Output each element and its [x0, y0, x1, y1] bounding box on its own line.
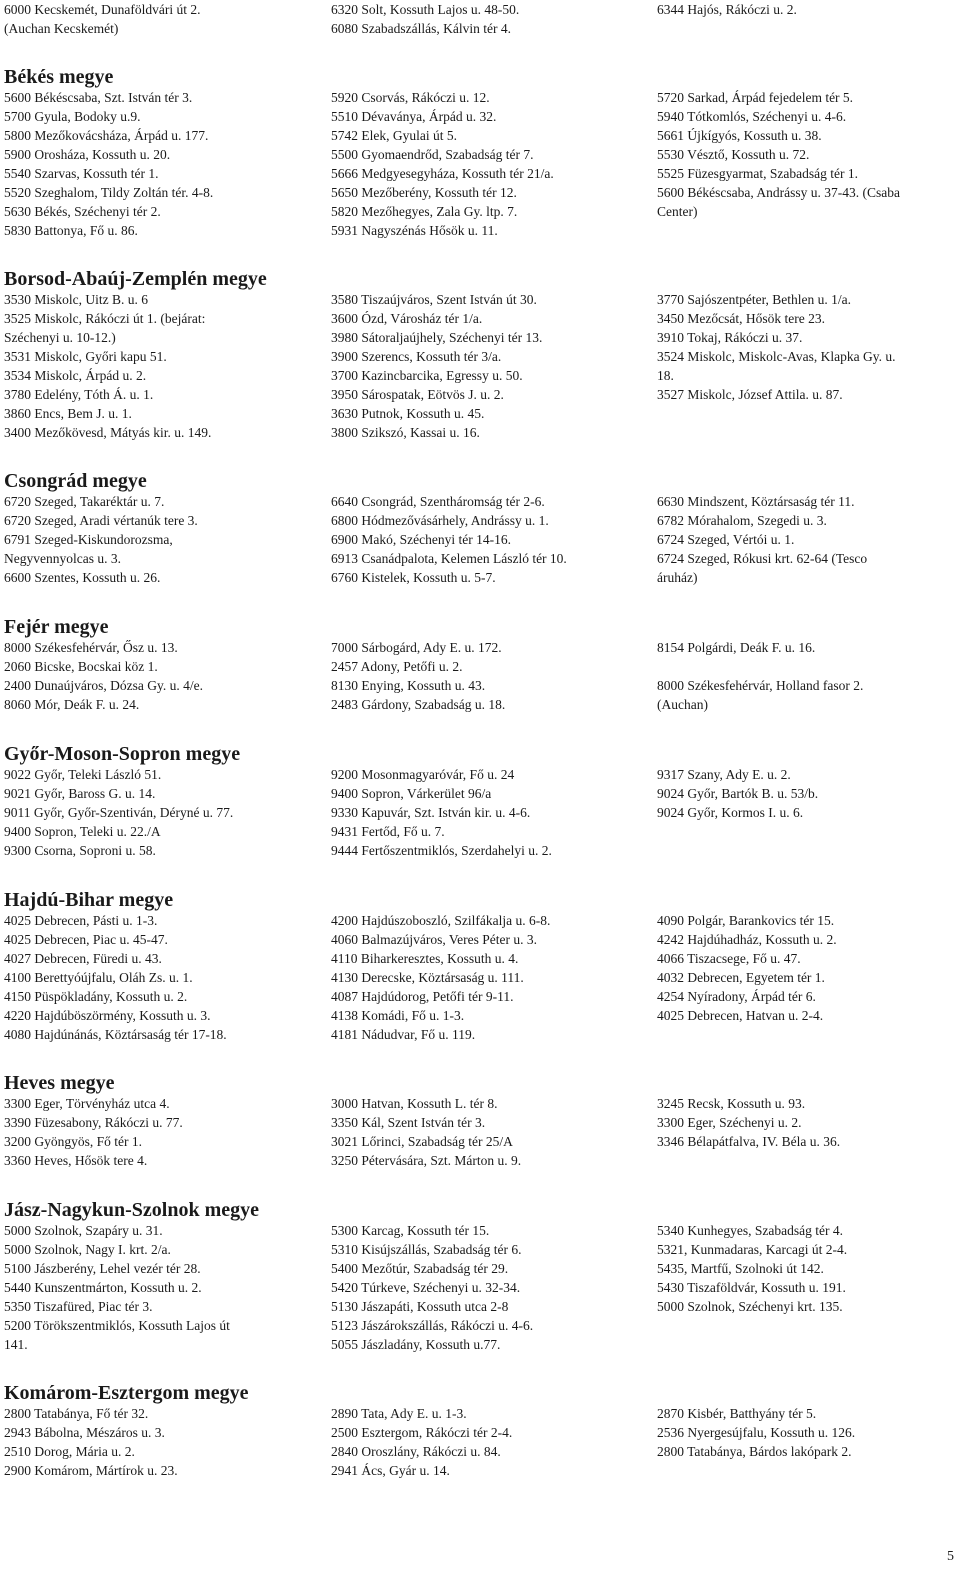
section-fejer — [4, 616, 956, 718]
address-line: 5321, Kunmadaras, Karcagi út 2-4. — [657, 1242, 848, 1257]
address-line: 5830 Battonya, Fő u. 86. — [4, 223, 138, 238]
address-line: 5820 Mezőhegyes, Zala Gy. ltp. 7. — [331, 204, 518, 219]
address-line: 3527 Miskolc, József Attila. u. 87. — [657, 387, 843, 402]
address-line: 5100 Jászberény, Lehel vezér tér 28. — [4, 1261, 201, 1276]
address-line: 3900 Szerencs, Kossuth tér 3/a. — [331, 349, 502, 364]
address-line: 5300 Karcag, Kossuth tér 15. — [331, 1223, 490, 1238]
column-2 — [331, 1404, 641, 1480]
address-line: 3300 Eger, Széchenyi u. 2. — [657, 1115, 802, 1130]
address-line: 5742 Elek, Gyulai út 5. — [331, 128, 457, 143]
address-line: 5000 Szolnok, Széchenyi krt. 135. — [657, 1299, 843, 1314]
address-line: 4025 Debrecen, Pásti u. 1-3. — [4, 913, 158, 928]
address-line: 5430 Tiszaföldvár, Kossuth u. 191. — [657, 1280, 846, 1295]
address-line: Negyvennyolcas u. 3. — [4, 551, 121, 566]
address-line: 5000 Szolnok, Nagy I. krt. 2/a. — [4, 1242, 171, 1257]
address-line: 2510 Dorog, Mária u. 2. — [4, 1444, 135, 1459]
section-csongrad — [4, 470, 956, 592]
address-line: 2870 Kisbér, Batthyány tér 5. — [657, 1406, 817, 1421]
address-line: 6344 Hajós, Rákóczi u. 2. — [657, 2, 797, 17]
address-line: 5931 Nagyszénás Hősök u. 11. — [331, 223, 498, 238]
address-line: 3980 Sátoraljaújhely, Széchenyi tér 13. — [331, 330, 543, 345]
column-3 — [657, 1404, 952, 1461]
county-heading: Fejér megye — [4, 616, 109, 638]
address-line: 6791 Szeged-Kiskundorozsma, — [4, 532, 173, 547]
address-line: Center) — [657, 204, 698, 219]
address-line: 5435, Martfű, Szolnoki út 142. — [657, 1261, 824, 1276]
section-columns — [4, 290, 956, 470]
address-line: 5600 Békéscsaba, Andrássy u. 37-43. (Csaba — [657, 185, 900, 200]
address-line: 5700 Gyula, Bodoky u.9. — [4, 109, 141, 124]
address-line: 3800 Szikszó, Kassai u. 16. — [331, 425, 480, 440]
section-hajdu-bihar — [4, 889, 956, 1051]
address-line: 2500 Esztergom, Rákóczi tér 2-4. — [331, 1425, 513, 1440]
column-2 — [331, 492, 641, 587]
column-2 — [331, 88, 641, 240]
address-line: 3860 Encs, Bem J. u. 1. — [4, 406, 132, 421]
address-line: 4110 Biharkeresztes, Kossuth u. 4. — [331, 951, 519, 966]
address-line: 5920 Csorvás, Rákóczi u. 12. — [331, 90, 490, 105]
address-line: 6760 Kistelek, Kossuth u. 5-7. — [331, 570, 496, 585]
address-line: (Auchan) — [657, 697, 708, 712]
section-columns — [4, 911, 956, 1051]
address-line: 3021 Lőrinci, Szabadság tér 25/A — [331, 1134, 513, 1149]
column-3 — [657, 88, 952, 221]
column-3 — [657, 638, 952, 714]
address-line: 9024 Győr, Bartók B. u. 53/b. — [657, 786, 819, 801]
address-line: 5310 Kisújszállás, Szabadság tér 6. — [331, 1242, 522, 1257]
section-columns — [4, 0, 956, 40]
column-1 — [4, 0, 264, 38]
address-line: 4200 Hajdúszoboszló, Szilfákalja u. 6-8. — [331, 913, 551, 928]
address-line: 9400 Sopron, Teleki u. 22./A — [4, 824, 161, 839]
address-line: 9431 Fertőd, Fő u. 7. — [331, 824, 445, 839]
address-line: 4220 Hajdúböszörmény, Kossuth u. 3. — [4, 1008, 211, 1023]
address-line: 9300 Csorna, Soproni u. 58. — [4, 843, 156, 858]
county-heading: Győr-Moson-Sopron megye — [4, 743, 241, 765]
section-columns — [4, 638, 956, 718]
address-line: 2941 Ács, Gyár u. 14. — [331, 1463, 450, 1478]
address-line: 5510 Dévaványa, Árpád u. 32. — [331, 109, 497, 124]
section-columns — [4, 1221, 956, 1361]
address-line: 9022 Győr, Teleki László 51. — [4, 767, 162, 782]
address-line: 3245 Recsk, Kossuth u. 93. — [657, 1096, 806, 1111]
address-line: 2943 Bábolna, Mészáros u. 3. — [4, 1425, 165, 1440]
address-line: 9021 Győr, Baross G. u. 14. — [4, 786, 156, 801]
address-line: 4025 Debrecen, Piac u. 45-47. — [4, 932, 168, 947]
address-line: 2800 Tatabánya, Bárdos lakópark 2. — [657, 1444, 852, 1459]
county-heading: Borsod-Abaúj-Zemplén megye — [4, 268, 267, 290]
address-line: 4150 Püspökladány, Kossuth u. 2. — [4, 989, 188, 1004]
address-line: 5000 Szolnok, Szapáry u. 31. — [4, 1223, 163, 1238]
address-line: 4242 Hajdúhadház, Kossuth u. 2. — [657, 932, 837, 947]
address-line: 5520 Szeghalom, Tildy Zoltán tér. 4-8. — [4, 185, 214, 200]
address-line: 2800 Tatabánya, Fő tér 32. — [4, 1406, 149, 1421]
address-line: 2536 Nyergesújfalu, Kossuth u. 126. — [657, 1425, 856, 1440]
section-borsod — [4, 268, 956, 470]
address-line: 6800 Hódmezővásárhely, Andrássy u. 1. — [331, 513, 549, 528]
address-line: 4138 Komádi, Fő u. 1-3. — [331, 1008, 465, 1023]
address-line: 5350 Tiszafüred, Piac tér 3. — [4, 1299, 153, 1314]
column-3 — [657, 911, 952, 1025]
address-line: 5650 Mezőberény, Kossuth tér 12. — [331, 185, 517, 200]
address-line: 3950 Sárospatak, Eötvös J. u. 2. — [331, 387, 504, 402]
address-line: 3600 Ózd, Városház tér 1/a. — [331, 311, 483, 326]
address-line: 3531 Miskolc, Győri kapu 51. — [4, 349, 167, 364]
address-line: 3630 Putnok, Kossuth u. 45. — [331, 406, 485, 421]
section-columns — [4, 765, 956, 865]
column-3 — [657, 0, 952, 19]
section-heves — [4, 1072, 956, 1174]
address-line: 5530 Vésztő, Kossuth u. 72. — [657, 147, 810, 162]
column-1 — [4, 1404, 264, 1480]
column-3 — [657, 1221, 952, 1316]
address-line: 5720 Sarkad, Árpád fejedelem tér 5. — [657, 90, 854, 105]
address-line: 3534 Miskolc, Árpád u. 2. — [4, 368, 147, 383]
address-line: 5130 Jászapáti, Kossuth utca 2-8 — [331, 1299, 509, 1314]
column-1 — [4, 290, 264, 442]
county-heading: Csongrád megye — [4, 470, 147, 492]
address-line: 4181 Nádudvar, Fő u. 119. — [331, 1027, 476, 1042]
address-line: 2840 Oroszlány, Rákóczi u. 84. — [331, 1444, 501, 1459]
address-line: 3400 Mezőkövesd, Mátyás kir. u. 149. — [4, 425, 212, 440]
address-line: 5400 Mezőtúr, Szabadság tér 29. — [331, 1261, 509, 1276]
address-line: 4025 Debrecen, Hatvan u. 2-4. — [657, 1008, 824, 1023]
column-1 — [4, 1094, 264, 1170]
address-line: 4027 Debrecen, Füredi u. 43. — [4, 951, 162, 966]
address-line: 6720 Szeged, Aradi vértanúk tere 3. — [4, 513, 198, 528]
address-line: 5123 Jászárokszállás, Rákóczi u. 4-6. — [331, 1318, 534, 1333]
address-line: 9317 Szany, Ady E. u. 2. — [657, 767, 791, 782]
address-line: 6720 Szeged, Takaréktár u. 7. — [4, 494, 165, 509]
address-line: 5440 Kunszentmárton, Kossuth u. 2. — [4, 1280, 202, 1295]
column-3 — [657, 1094, 952, 1151]
address-line: 6724 Szeged, Vértói u. 1. — [657, 532, 795, 547]
address-line: 4032 Debrecen, Egyetem tér 1. — [657, 970, 825, 985]
address-line: 5666 Medgyesegyháza, Kossuth tér 21/a. — [331, 166, 554, 181]
address-line: 9024 Győr, Kormos I. u. 6. — [657, 805, 804, 820]
address-line: 8000 Székesfehérvár, Ősz u. 13. — [4, 640, 178, 655]
address-line: 6320 Solt, Kossuth Lajos u. 48-50. — [331, 2, 520, 17]
section-columns — [4, 492, 956, 592]
address-line: 2400 Dunaújváros, Dózsa Gy. u. 4/e. — [4, 678, 203, 693]
address-line: 5340 Kunhegyes, Szabadság tér 4. — [657, 1223, 843, 1238]
county-heading: Jász-Nagykun-Szolnok megye — [4, 1199, 260, 1221]
section-continuation — [4, 0, 956, 40]
address-line: 6900 Makó, Széchenyi tér 14-16. — [331, 532, 511, 547]
address-line: 5420 Túrkeve, Széchenyi u. 32-34. — [331, 1280, 521, 1295]
address-line: áruház) — [657, 570, 698, 585]
address-line: 2483 Gárdony, Szabadság u. 18. — [331, 697, 506, 712]
address-line: 6724 Szeged, Rókusi krt. 62-64 (Tesco — [657, 551, 868, 566]
column-1 — [4, 638, 264, 714]
section-jasz-nagykun-szolnok — [4, 1199, 956, 1361]
address-line: 8130 Enying, Kossuth u. 43. — [331, 678, 486, 693]
address-line: 3780 Edelény, Tóth Á. u. 1. — [4, 387, 154, 402]
address-line: 18. — [657, 368, 674, 383]
address-line: (Auchan Kecskemét) — [4, 21, 119, 36]
address-line: 141. — [4, 1337, 28, 1352]
address-line: 3910 Tokaj, Rákóczi u. 37. — [657, 330, 803, 345]
section-columns — [4, 1094, 956, 1174]
section-gyor — [4, 743, 956, 865]
column-2 — [331, 911, 641, 1044]
address-line: 5900 Orosháza, Kossuth u. 20. — [4, 147, 171, 162]
address-line: 3250 Pétervására, Szt. Márton u. 9. — [331, 1153, 522, 1168]
address-line: 6640 Csongrád, Szentháromság tér 2-6. — [331, 494, 545, 509]
address-line: 2890 Tata, Ady E. u. 1-3. — [331, 1406, 467, 1421]
address-line: 8060 Mór, Deák F. u. 24. — [4, 697, 140, 712]
address-line: 5630 Békés, Széchenyi tér 2. — [4, 204, 161, 219]
address-line: 4254 Nyíradony, Árpád tér 6. — [657, 989, 816, 1004]
column-1 — [4, 911, 264, 1044]
address-line: 2900 Komárom, Mártírok u. 23. — [4, 1463, 178, 1478]
address-line: 4090 Polgár, Barankovics tér 15. — [657, 913, 835, 928]
address-line: 2060 Bicske, Bocskai köz 1. — [4, 659, 158, 674]
address-line: 3700 Kazincbarcika, Egressy u. 50. — [331, 368, 523, 383]
address-line: 9011 Győr, Győr-Szentiván, Déryné u. 77. — [4, 805, 234, 820]
address-line: 6782 Mórahalom, Szegedi u. 3. — [657, 513, 827, 528]
address-line: 4087 Hajdúdorog, Petőfi tér 9-11. — [331, 989, 514, 1004]
address-line: 6080 Szabadszállás, Kálvin tér 4. — [331, 21, 511, 36]
address-line: 8154 Polgárdi, Deák F. u. 16. — [657, 640, 816, 655]
address-line: 6630 Mindszent, Köztársaság tér 11. — [657, 494, 855, 509]
address-line: 5800 Mezőkovácsháza, Árpád u. 177. — [4, 128, 209, 143]
address-line: 9400 Sopron, Várkerület 96/a — [331, 786, 492, 801]
column-1 — [4, 765, 264, 860]
address-line: 3770 Sajószentpéter, Bethlen u. 1/a. — [657, 292, 852, 307]
address-line — [657, 657, 952, 676]
address-line: 5200 Törökszentmiklós, Kossuth Lajos út — [4, 1318, 230, 1333]
section-columns — [4, 88, 956, 268]
address-line: 3530 Miskolc, Uitz B. u. 6 — [4, 292, 148, 307]
address-line: 7000 Sárbogárd, Ady E. u. 172. — [331, 640, 502, 655]
address-line: 4066 Tiszacsege, Fő u. 47. — [657, 951, 801, 966]
section-columns — [4, 1404, 956, 1484]
address-line: 5600 Békéscsaba, Szt. István tér 3. — [4, 90, 193, 105]
column-3 — [657, 290, 952, 404]
column-2 — [331, 0, 641, 38]
address-line: 3450 Mezőcsát, Hősök tere 23. — [657, 311, 825, 326]
address-line: 6913 Csanádpalota, Kelemen László tér 10. — [331, 551, 567, 566]
address-line: 4060 Balmazújváros, Veres Péter u. 3. — [331, 932, 537, 947]
address-line: 8000 Székesfehérvár, Holland fasor 2. — [657, 678, 864, 693]
address-line: 5540 Szarvas, Kossuth tér 1. — [4, 166, 159, 181]
county-heading: Heves megye — [4, 1072, 115, 1094]
address-line: 6000 Kecskemét, Dunaföldvári út 2. — [4, 2, 201, 17]
column-2 — [331, 765, 641, 860]
address-line: 3525 Miskolc, Rákóczi út 1. (bejárat: — [4, 311, 206, 326]
section-bekes — [4, 66, 956, 268]
column-2 — [331, 290, 641, 442]
address-line: 4100 Berettyóújfalu, Oláh Zs. u. 1. — [4, 970, 193, 985]
address-line: 9200 Mosonmagyaróvár, Fő u. 24 — [331, 767, 515, 782]
address-line: 4080 Hajdúnánás, Köztársaság tér 17-18. — [4, 1027, 227, 1042]
county-heading: Békés megye — [4, 66, 114, 88]
address-line: 5500 Gyomaendrőd, Szabadság tér 7. — [331, 147, 534, 162]
column-2 — [331, 1221, 641, 1354]
address-line: 3360 Heves, Hősök tere 4. — [4, 1153, 148, 1168]
column-1 — [4, 88, 264, 240]
column-1 — [4, 1221, 264, 1354]
address-line: 3524 Miskolc, Miskolc-Avas, Klapka Gy. u. — [657, 349, 896, 364]
column-2 — [331, 638, 641, 714]
address-line: 9444 Fertőszentmiklós, Szerdahelyi u. 2. — [331, 843, 552, 858]
address-line: 3300 Eger, Törvényház utca 4. — [4, 1096, 170, 1111]
address-line: 5661 Újkígyós, Kossuth u. 38. — [657, 128, 822, 143]
address-line: Széchenyi u. 10-12.) — [4, 330, 116, 345]
address-line: 5055 Jászladány, Kossuth u.77. — [331, 1337, 501, 1352]
column-3 — [657, 765, 952, 822]
address-line: 4130 Derecske, Köztársaság u. 111. — [331, 970, 524, 985]
address-line: 3346 Bélapátfalva, IV. Béla u. 36. — [657, 1134, 841, 1149]
address-line: 3390 Füzesabony, Rákóczi u. 77. — [4, 1115, 183, 1130]
column-1 — [4, 492, 264, 587]
address-line: 5525 Füzesgyarmat, Szabadság tér 1. — [657, 166, 858, 181]
address-line: 3350 Kál, Szent István tér 3. — [331, 1115, 486, 1130]
address-line: 3200 Gyöngyös, Fő tér 1. — [4, 1134, 142, 1149]
address-line: 3580 Tiszaújváros, Szent István út 30. — [331, 292, 537, 307]
address-line: 5940 Tótkomlós, Széchenyi u. 4-6. — [657, 109, 847, 124]
column-2 — [331, 1094, 641, 1170]
address-line: 2457 Adony, Petőfi u. 2. — [331, 659, 463, 674]
address-line: 9330 Kapuvár, Szt. István kir. u. 4-6. — [331, 805, 531, 820]
address-line: 6600 Szentes, Kossuth u. 26. — [4, 570, 161, 585]
page-number: 5 — [947, 1549, 954, 1564]
county-heading: Komárom-Esztergom megye — [4, 1382, 249, 1404]
column-3 — [657, 492, 952, 587]
county-heading: Hajdú-Bihar megye — [4, 889, 174, 911]
section-komarom-esztergom — [4, 1382, 956, 1484]
address-line: 3000 Hatvan, Kossuth L. tér 8. — [331, 1096, 498, 1111]
